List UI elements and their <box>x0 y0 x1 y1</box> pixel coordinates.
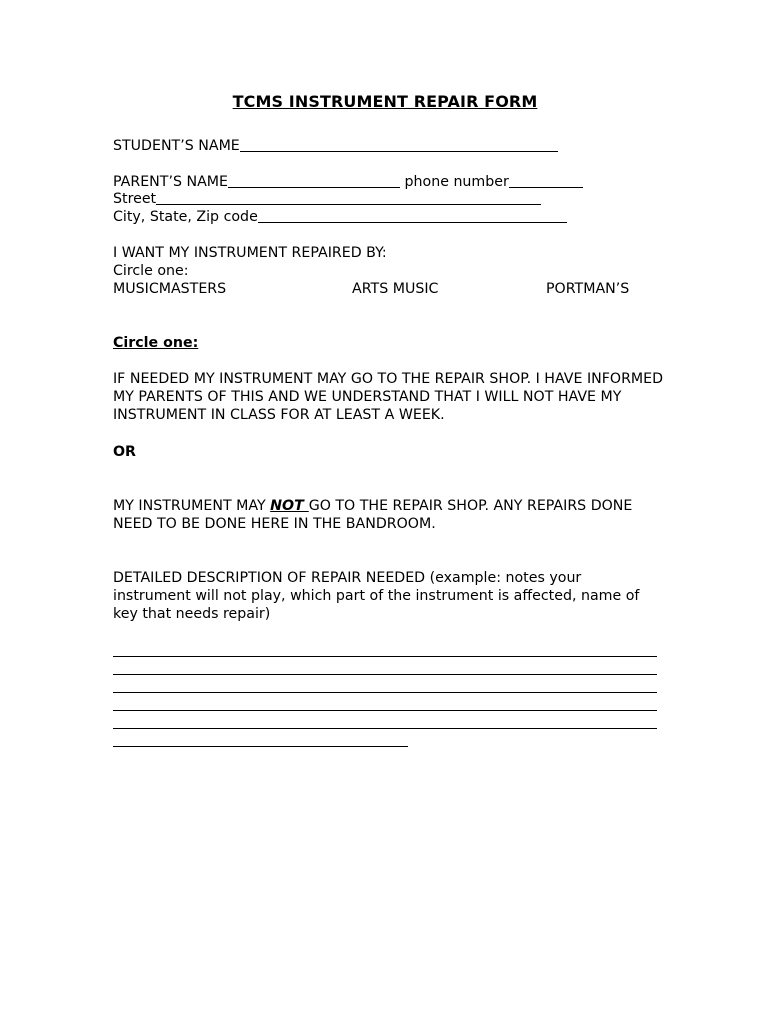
parent-name-blank[interactable] <box>228 173 400 188</box>
phone-number-blank[interactable] <box>509 173 583 188</box>
repair-by-prompt: I WANT MY INSTRUMENT REPAIRED BY: <box>113 245 387 261</box>
street-blank[interactable] <box>156 190 541 205</box>
street-label: Street <box>113 191 157 207</box>
shop-option-arts-music[interactable]: ARTS MUSIC <box>352 281 439 297</box>
phone-number-label: phone number <box>404 174 509 190</box>
form-title: TCMS INSTRUMENT REPAIR FORM <box>232 92 538 111</box>
location-or: OR <box>113 444 136 460</box>
bandroom-emphasis: NOT <box>270 498 309 514</box>
city-state-zip-label: City, State, Zip code <box>113 209 258 225</box>
description-answer-line[interactable] <box>113 674 657 675</box>
parent-name-label: PARENT’S NAME <box>113 174 229 190</box>
shop-option-musicmasters[interactable]: MUSICMASTERS <box>113 281 227 297</box>
location-option-repair-shop[interactable]: IF NEEDED MY INSTRUMENT MAY GO TO THE REPAIR SHOP. I HAVE INFORMED MY PARENTS OF THIS AND WE UNDERSTAND THAT I WILL NOT HAVE MY INSTRUMENT IN CLASS FOR AT LEAST A WEEK. <box>113 371 664 423</box>
description-answer-line[interactable] <box>113 656 657 657</box>
city-state-zip-blank[interactable] <box>258 208 567 223</box>
location-heading: Circle one: <box>113 335 199 351</box>
shop-option-portmans[interactable]: PORTMAN’S <box>546 281 630 297</box>
student-name-blank[interactable] <box>240 137 558 152</box>
bandroom-prefix: MY INSTRUMENT MAY <box>113 498 271 514</box>
description-answer-line[interactable] <box>113 692 657 693</box>
parent-name-row <box>113 173 583 191</box>
student-name-label: STUDENT’S NAME <box>113 138 240 154</box>
street-row <box>113 190 541 208</box>
description-prompt: DETAILED DESCRIPTION OF REPAIR NEEDED (example: notes your instrument will not play, which part of the instrument is affected, name of key that needs repair) <box>113 570 640 622</box>
description-answer-line[interactable] <box>113 710 657 711</box>
location-option-bandroom[interactable] <box>113 497 673 533</box>
student-name-row <box>113 137 558 155</box>
city-state-zip-row <box>113 208 567 226</box>
bandroom-suffix: GO TO THE REPAIR SHOP. ANY REPAIRS DONE NEED TO BE DONE HERE IN THE BANDROOM. <box>113 498 633 532</box>
repair-by-instruction: Circle one: <box>113 263 189 279</box>
description-answer-line[interactable] <box>113 746 408 747</box>
description-answer-line[interactable] <box>113 728 657 729</box>
